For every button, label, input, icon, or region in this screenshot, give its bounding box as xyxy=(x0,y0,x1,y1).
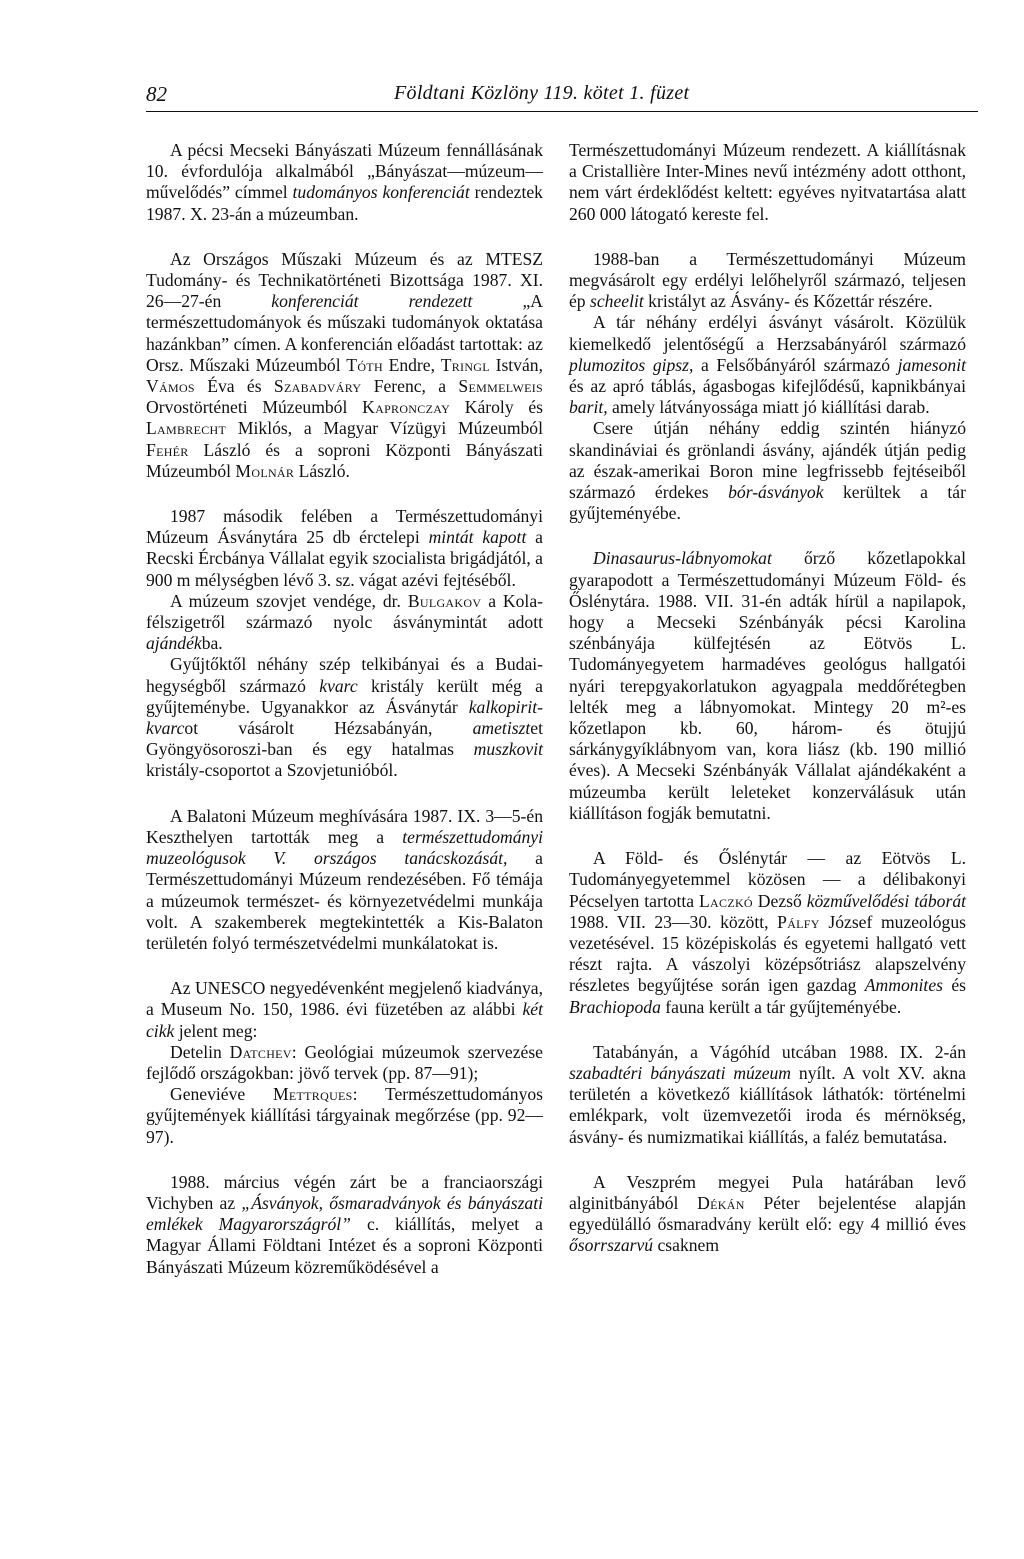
paragraph-dinosaur-footprints: Dinasaurus-lábnyomokat őrző kőzetlapokkal gyarapodott a Természettudományi Múzeum Föld- és Őslénytára. 1988. VII. 31-én adták hírül a napilapok, hogy a Mecseki Szénbányák pécsi Karolina szénbányája külfejtésén az Eötvös L. Tudományegyetem harmadéves geológus hallgatói nyári terepgyakorlatukon agyagpala meddőrétegben lelték meg a lábnyomokat. Mintegy 20 m²-es kőzetlapon kb. 60, három- és ötujjú sárkánygyíklábnyom van, kora liász (kb. 190 millió éves). A Mecseki Szénbányák Vállalat ajándékaként a múzeumba került leleteket konzerválásuk után kiállításon fogják bemutatni. xyxy=(569,548,966,823)
running-header xyxy=(146,82,978,112)
left-column xyxy=(146,140,543,1278)
paragraph-technical-museum-conference: Az Országos Műszaki Múzeum és az MTESZ Tudomány- és Technikatörténeti Bizottsága 1987. XI. 26—27-én konferenciát rendezett „A természettudományok és műszaki tudományok oktatása hazánkban” címen. A konferencián előadást tartottak: az Orsz. Műszaki Múzeumból Tóth Endre, Tringl István, Vámos Éva és Szabadváry Ferenc, a Semmelweis Orvostörténeti Múzeumból Kapronczay Károly és Lambrecht Miklós, a Magyar Vízügyi Múzeumból Fehér László és a soproni Központi Bányászati Múzeumból Molnár László. xyxy=(146,248,543,481)
paragraph-ore-samples: 1987 második felében a Természettudományi Múzeum Ásványtára 25 db érctelepi mintát kapott a Recski Ércbánya Vállalat egyik szocialista brigádjától, a 900 m mélységben lévő 3. sz. vágat azévi fejtéséből. xyxy=(146,506,543,590)
paragraph-vichy-continued: Természettudományi Múzeum rendezett. A kiállításnak a Cristallière Inter-Mines nevű intézmény adott otthont, nem várt érdeklődést keltett: egyéves nyitvatartása alatt 260 000 látogató kereste fel. xyxy=(569,140,966,224)
paragraph-collectors: Gyűjtőktől néhány szép telkibányai és a Budai-hegységből származó kvarc kristály került még a gyűjteménybe. Ugyanakkor az Ásványtár kalkopirit-kvarcot vásárolt Hézsabányán, ametisztet Gyöngyösoroszi-ban és egy hatalmas muszkovit kristály-csoportot a Szovjetunióból. xyxy=(146,654,543,781)
paragraph-vichy-exhibition: 1988. március végén zárt be a franciaországi Vichyben az „Ásványok, ősmaradványok és bányászati emlékek Magyarországról” c. kiállítás, melyet a Magyar Állami Földtani Intézet és a soproni Központi Bányászati Múzeum közreműködésével a xyxy=(146,1171,543,1277)
paragraph-article-datchev: Detelin Datchev: Geológiai múzeumok szervezése fejlődő országokban: jövő tervek (pp. 87—91); xyxy=(146,1041,543,1083)
paragraph-tatabanya: Tatabányán, a Vágóhíd utcában 1988. IX. 2-án szabadtéri bányászati múzeum nyílt. A volt XV. akna területén a következő kiállítások láthatók: történelmi emlékpark, volt üzemvezetői iroda és mérnökség, ásvány- és numizmatikai kiállítás, a faléz bemutatása. xyxy=(569,1041,966,1147)
paragraph-scheelite: 1988-ban a Természettudományi Múzeum megvásárolt egy erdélyi lelőhelyről származó, teljesen ép scheelit kristályt az Ásvány- és Kőzettár részére. xyxy=(569,248,966,312)
right-column xyxy=(569,140,966,1257)
paragraph-balaton-museum: A Balatoni Múzeum meghívására 1987. IX. 3—5-én Keszthelyen tartották meg a természettudományi muzeológusok V. országos tanácskozását, a Természettudományi Múzeum rendezésében. Fő témája a múzeumok természet- és környezetvédelmi munkája volt. A szakemberek megtekintették a Kis-Balaton területén folyó természetvédelmi munkálatokat is. xyxy=(146,805,543,953)
paragraph-pecsely-camp: A Föld- és Őslénytár — az Eötvös L. Tudományegyetemmel közösen — a délibakonyi Pécselyen tartotta Laczkó Dezső közművelődési táborát 1988. VII. 23—30. között, Pálfy József muzeológus vezetésével. 15 középiskolás és egyetemi hallgató vett részt rajta. A vászolyi középsőtriász alapszelvény részletes begyűjtése során igen gazdag Ammonites és Brachiopoda fauna került a tár gyűjteményébe. xyxy=(569,848,967,1017)
paragraph-soviet-guest: A múzeum szovjet vendége, dr. Bulgakov a Kola-félszigetről származó nyolc ásványmintát adott ajándékba. xyxy=(146,590,543,654)
paragraph-pecs-museum: A pécsi Mecseki Bányászati Múzeum fennállásának 10. évfordulója alkalmából „Bányászat—múzeum—művelődés” címmel tudományos konferenciát rendeztek 1987. X. 23-án a múzeumban. xyxy=(146,140,543,224)
header-rule xyxy=(146,111,978,112)
paragraph-article-mettrques: Geneviéve Mettrques: Természettudományos gyűjtemények kiállítási tárgyainak megőrzése (pp. 92—97). xyxy=(146,1084,544,1147)
paragraph-transylvanian-minerals: A tár néhány erdélyi ásványt vásárolt. Közülük kiemelkedő jelentőségű a Herzsabányáról származó plumozitos gipsz, a Felsőbányáról származó jamesonit és az apró táblás, ágasbogas kifejlődésű, kapnikbányai barit, amely látványossága miatt jó kiállítási darab. xyxy=(569,312,966,418)
journal-title: Földtani Közlöny 119. kötet 1. füzet xyxy=(394,82,690,104)
page-number: 82 xyxy=(146,82,167,106)
paragraph-exchange: Csere útján néhány eddig szintén hiányzó skandináviai és grönlandi ásvány, ajándék útján pedig az észak-amerikai Boron mine legfrissebb fejtéseiből származó érdekes bór-ásványok kerültek a tár gyűjteményébe. xyxy=(569,418,966,524)
paragraph-unesco: Az UNESCO negyedévenként megjelenő kiadványa, a Museum No. 150, 1986. évi füzetében az alábbi két cikk jelent meg: xyxy=(146,978,543,1041)
paragraph-pula-fossil: A Veszprém megyei Pula határában levő alginitbányából Dékán Péter bejelentése alapján egyedülálló ősmaradvány került elő: egy 4 millió éves ősorrszarvú csaknem xyxy=(569,1171,966,1256)
